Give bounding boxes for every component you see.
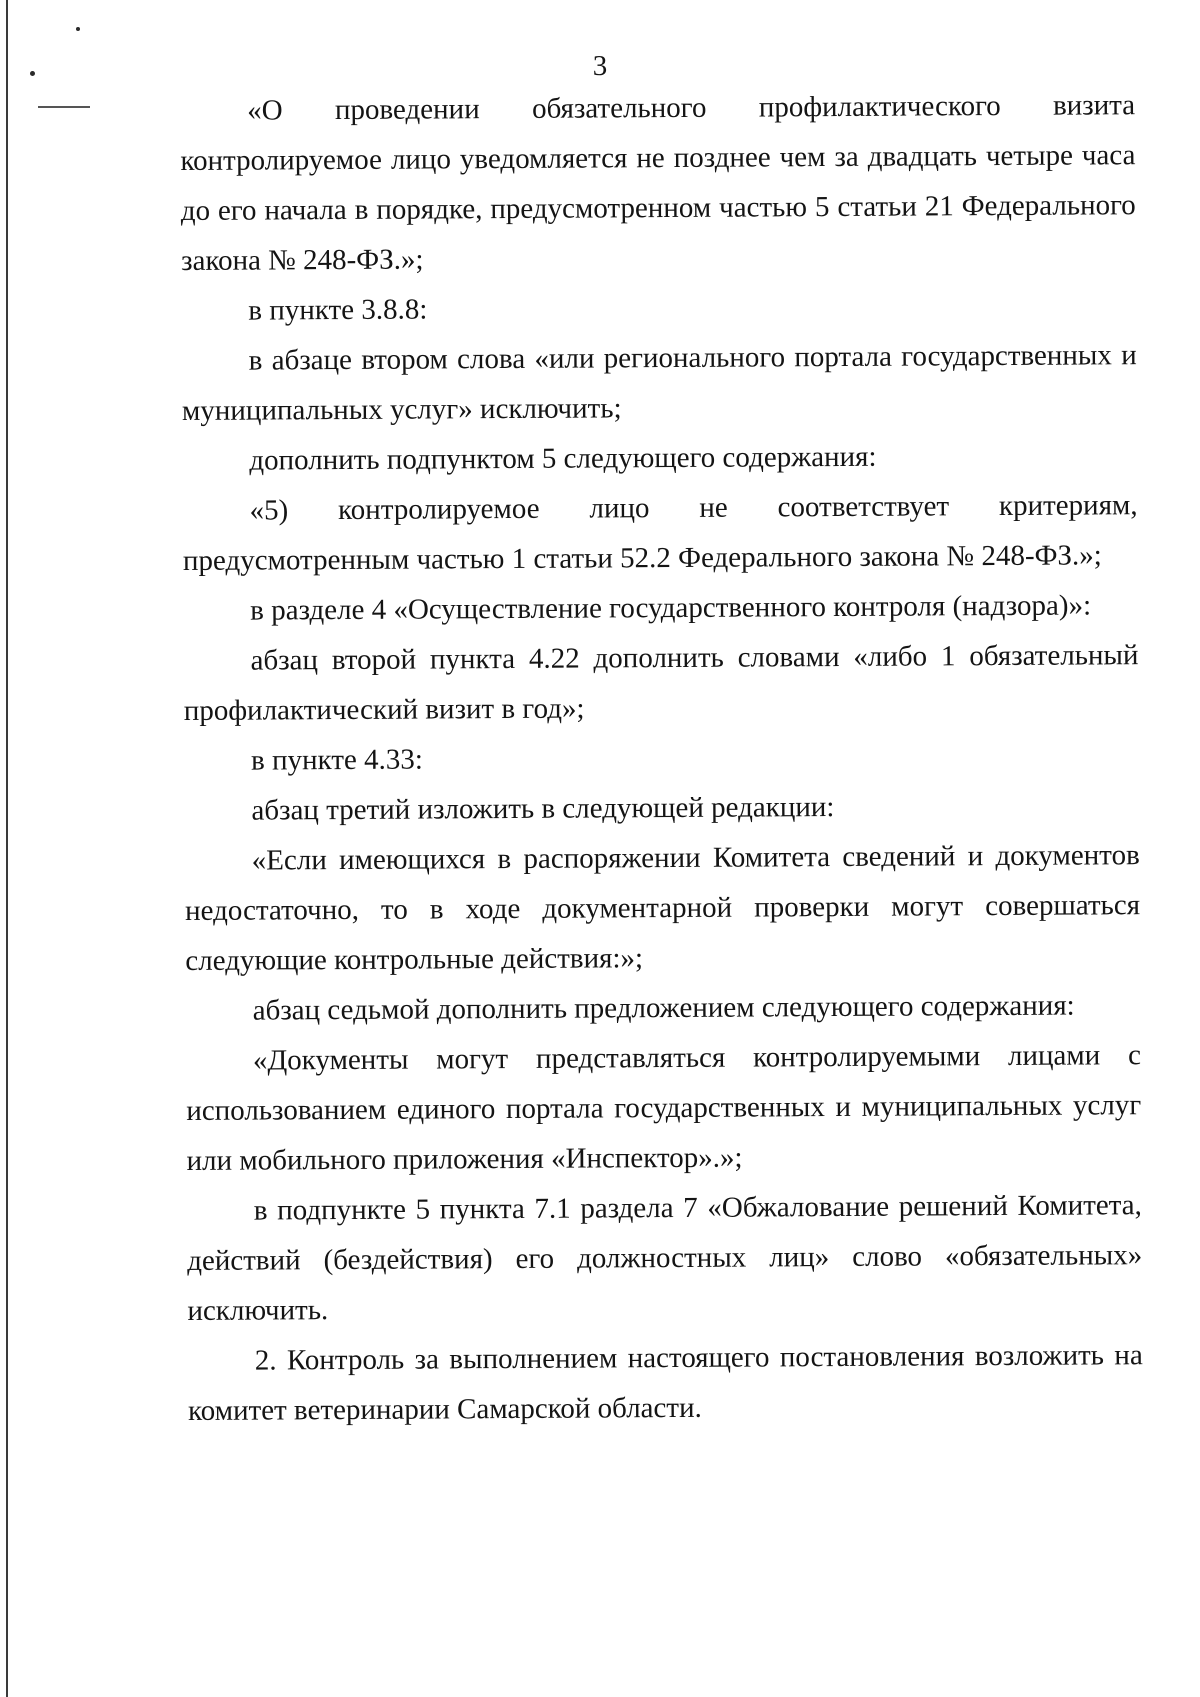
- paragraph: в пункте 3.8.8:: [248, 293, 428, 327]
- paragraph: «О проведении обязательного профилактического визита контролируемое лицо уведомляется не позднее чем за двадцать четыре часа до его начала в порядке, предусмотренном частью 5 статьи 21 Федерального закона № 248-ФЗ.»;: [180, 89, 1136, 277]
- paragraph: абзац седьмой дополнить предложением следующего содержания:: [252, 989, 1075, 1027]
- paragraph: «Документы могут представляться контролируемыми лицами с использованием единого портала государственных и муниципальных услуг или мобильного приложения «Инспектор».»;: [186, 1039, 1142, 1177]
- paragraph: в пункте 4.33:: [251, 743, 424, 777]
- paragraph: абзац второй пункта 4.22 дополнить словами «либо 1 обязательный профилактический визит в год»;: [183, 639, 1139, 727]
- paragraph: в абзаце втором слова «или регионального портала государственных и муниципальных услуг» исключить;: [181, 339, 1137, 427]
- scan-left-edge: [6, 0, 8, 1697]
- page-number: 3: [592, 50, 608, 82]
- scan-dash: [38, 106, 90, 108]
- scan-speck: [76, 27, 80, 31]
- paragraph: «Если имеющихся в распоряжении Комитета сведений и документов недостаточно, то в ходе документарной проверки могут совершаться следующие контрольные действия:»;: [184, 839, 1141, 977]
- paragraph: 2. Контроль за выполнением настоящего постановления возложить на комитет ветеринарии Самарской области.: [187, 1339, 1143, 1427]
- body-text: [180, 80, 1143, 1436]
- paragraph: дополнить подпунктом 5 следующего содержания:: [249, 440, 877, 477]
- paragraph: в подпункте 5 пункта 7.1 раздела 7 «Обжалование решений Комитета, действий (бездействия) его должностных лиц» слово «обязательных» исключить.: [187, 1189, 1143, 1327]
- paragraph: «5) контролируемое лицо не соответствует критериям, предусмотренным частью 1 статьи 52.2 Федерального закона № 248-ФЗ.»;: [182, 489, 1138, 577]
- paragraph: абзац третий изложить в следующей редакции:: [251, 791, 835, 827]
- paragraph: в разделе 4 «Осуществление государственного контроля (надзора)»:: [250, 589, 1092, 627]
